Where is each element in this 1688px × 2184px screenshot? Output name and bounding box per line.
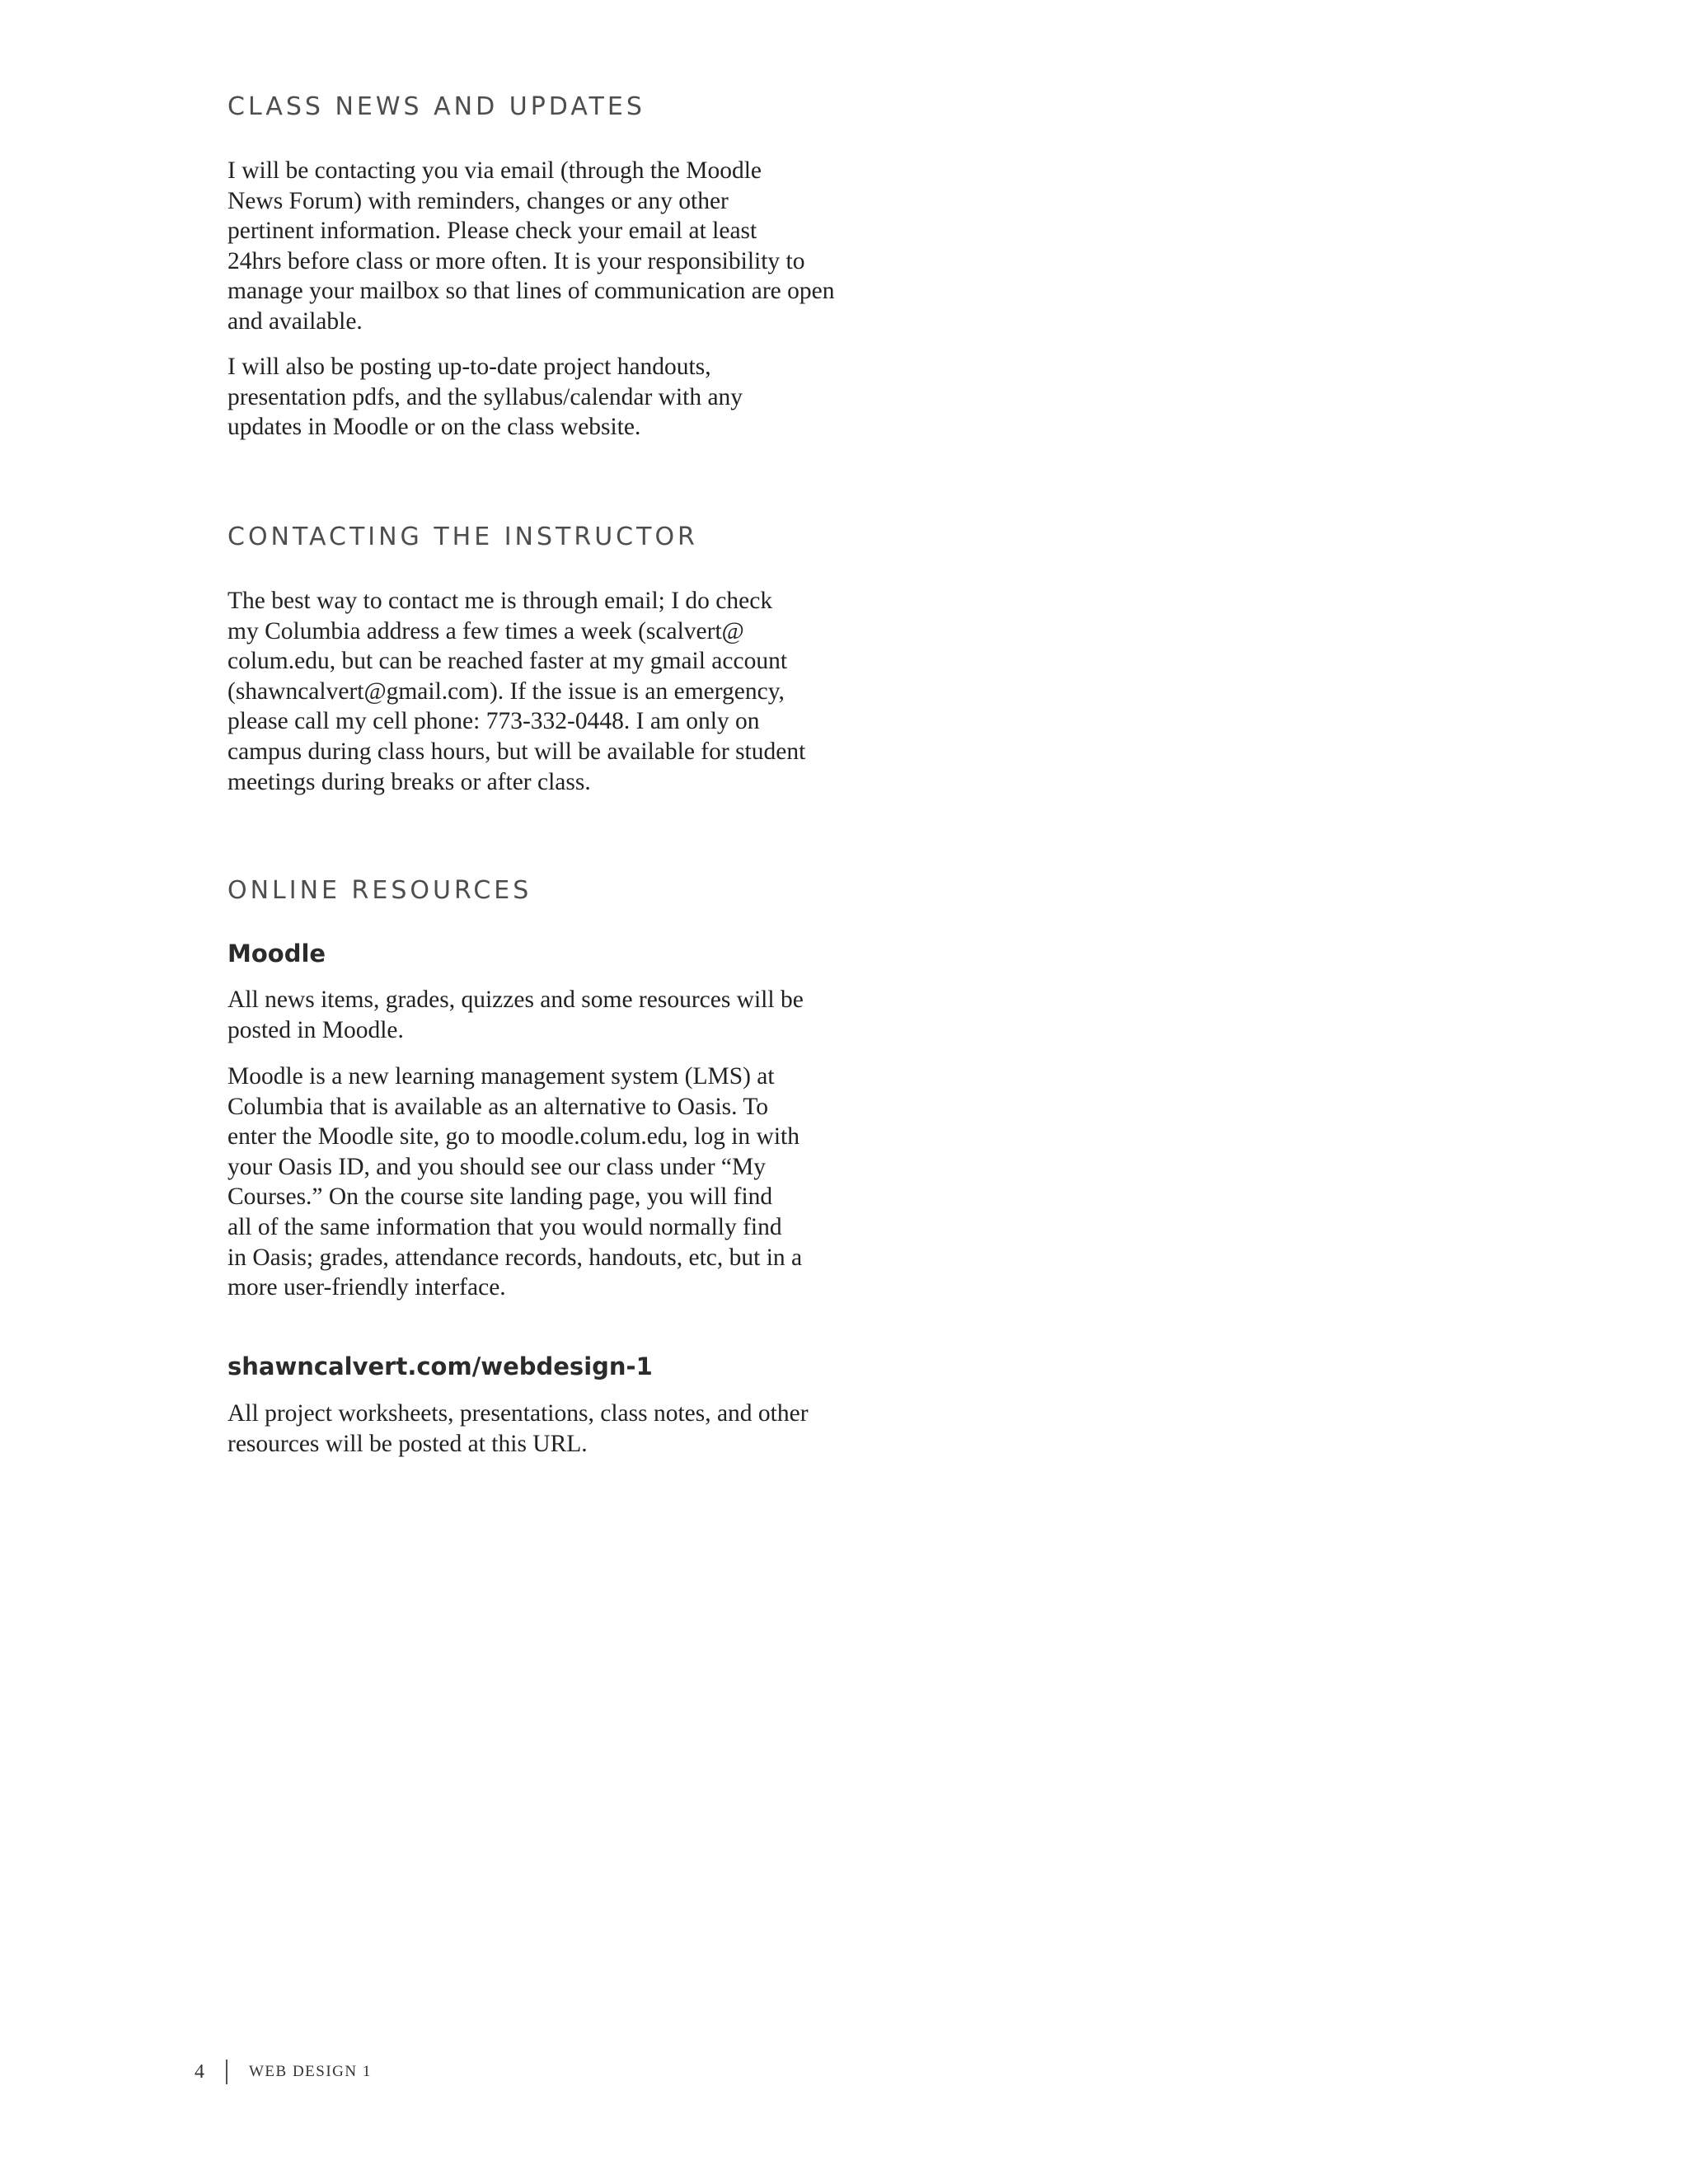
- text-line: Moodle is a new learning management system (LMS) at: [227, 1063, 775, 1090]
- text-line: resources will be posted at this URL.: [227, 1430, 588, 1457]
- text-line: updates in Moodle or on the class website.: [227, 414, 641, 441]
- contact-paragraph: [227, 586, 837, 797]
- text-line: and available.: [227, 307, 363, 335]
- text-line: presentation pdfs, and the syllabus/calendar with any: [227, 383, 743, 410]
- footer-document-title: WEB DESIGN 1: [249, 2063, 372, 2080]
- text-line: more user-friendly interface.: [227, 1274, 506, 1301]
- footer-divider: [226, 2060, 227, 2084]
- contact-heading: CONTACTING THE INSTRUCTOR: [227, 523, 698, 551]
- text-line: (shawncalvert@gmail.com). If the issue is an emergency,: [227, 677, 785, 705]
- text-line: pertinent information. Please check your email at least: [227, 218, 757, 245]
- text-line: News Forum) with reminders, changes or any other: [227, 187, 729, 214]
- text-line: campus during class hours, but will be available for student: [227, 738, 806, 765]
- website-paragraph: [227, 1399, 837, 1459]
- text-line: Columbia that is available as an alternative to Oasis. To: [227, 1093, 769, 1120]
- text-line: colum.edu, but can be reached faster at my gmail account: [227, 648, 788, 675]
- website-subheading: shawncalvert.com/webdesign-1: [227, 1352, 653, 1380]
- text-line: Courses.” On the course site landing page, you will find: [227, 1183, 773, 1211]
- text-line: All project worksheets, presentations, class notes, and other: [227, 1400, 809, 1427]
- text-line: The best way to contact me is through email; I do check: [227, 588, 773, 614]
- text-line: All news items, grades, quizzes and some resources will be: [227, 987, 804, 1013]
- text-line: enter the Moodle site, go to moodle.colum.edu, log in with: [227, 1123, 799, 1151]
- moodle-paragraph-1: [227, 985, 837, 1045]
- text-line: I will be contacting you via email (through the Moodle: [227, 157, 762, 184]
- text-line: manage your mailbox so that lines of communication are open: [227, 278, 835, 305]
- text-line: posted in Moodle.: [227, 1016, 404, 1043]
- text-line: in Oasis; grades, attendance records, handouts, etc, but in a: [227, 1244, 803, 1271]
- page-footer: [195, 2055, 372, 2088]
- moodle-paragraph-2: [227, 1062, 837, 1303]
- page-number: 4: [195, 2060, 204, 2083]
- text-line: all of the same information that you would normally find: [227, 1213, 782, 1240]
- text-line: 24hrs before class or more often. It is your responsibility to: [227, 247, 805, 274]
- news-paragraph-2: [227, 352, 837, 443]
- news-heading: CLASS NEWS AND UPDATES: [227, 92, 645, 121]
- text-line: my Columbia address a few times a week (scalvert@: [227, 617, 744, 644]
- text-line: I will also be posting up-to-date project handouts,: [227, 354, 711, 380]
- text-line: meetings during breaks or after class.: [227, 768, 591, 795]
- resources-heading: ONLINE RESOURCES: [227, 876, 532, 905]
- news-paragraph-1: [227, 156, 837, 337]
- text-line: your Oasis ID, and you should see our class under “My: [227, 1153, 766, 1180]
- moodle-subheading: Moodle: [227, 940, 326, 968]
- text-line: please call my cell phone: 773-332-0448. I am only on: [227, 708, 760, 735]
